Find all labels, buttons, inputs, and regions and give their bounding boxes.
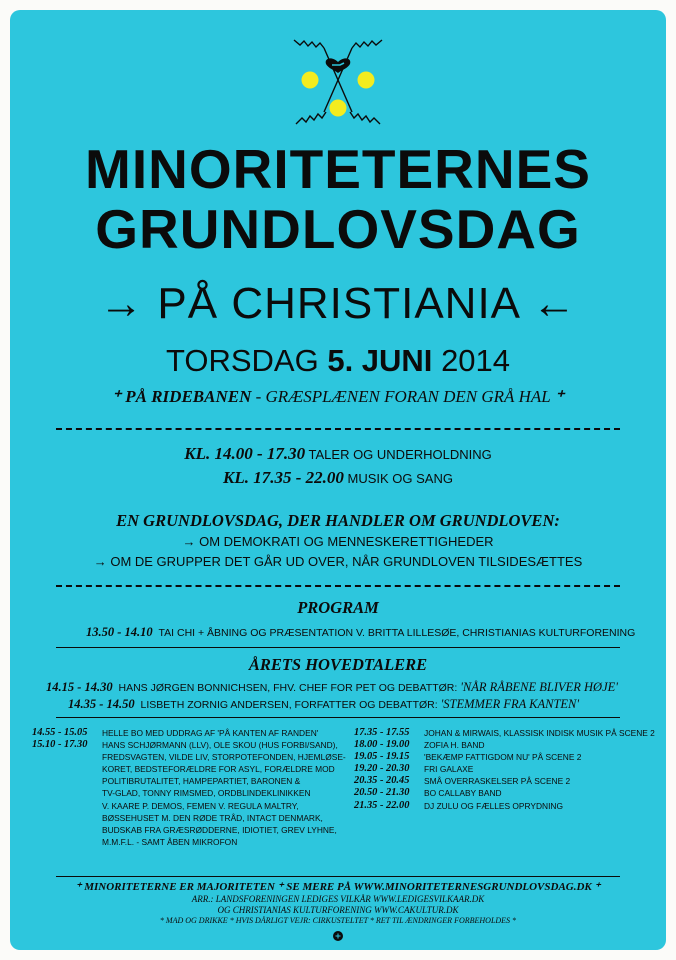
program-row bbox=[354, 727, 655, 739]
program-text: FRI GALAXE bbox=[424, 764, 474, 775]
left-program-column bbox=[32, 727, 346, 848]
program-row bbox=[354, 763, 655, 775]
program-time bbox=[32, 751, 102, 763]
schedule-time: KL. 17.35 - 22.00 bbox=[223, 468, 344, 487]
speaker-time: 14.35 - 14.50 bbox=[68, 697, 135, 711]
location-rest: - GRÆSPLÆNEN FORAN DEN GRÅ HAL bbox=[255, 387, 551, 406]
footer-organizer: OG CHRISTIANIAS KULTURFORENING WWW.CAKULTUR.DK bbox=[217, 905, 459, 915]
program-text: M.M.F.L. - SAMT ÅBEN MIKROFON bbox=[102, 836, 238, 847]
program-heading: PROGRAM bbox=[297, 598, 379, 617]
program-time bbox=[32, 763, 102, 775]
divider bbox=[56, 647, 620, 648]
program-text: JOHAN & MIRWAIS, KLASSISK INDISK MUSIK PÅ SCENE 2 bbox=[424, 728, 655, 738]
speakers-heading: ÅRETS HOVEDTALERE bbox=[248, 655, 428, 674]
speaker-row bbox=[46, 680, 618, 696]
program-row bbox=[32, 727, 346, 739]
date-year: 2014 bbox=[441, 343, 511, 378]
theme-point: → OM DE GRUPPER DET GÅR UD OVER, NÅR GRUNDLOVEN TILSIDESÆTTES bbox=[93, 554, 583, 569]
program-text: KORET, BEDSTEFORÆLDRE FOR ASYL, FORÆLDRE MOD bbox=[102, 764, 335, 775]
arrow-left-icon: ← bbox=[531, 279, 577, 328]
divider bbox=[56, 428, 620, 430]
speaker-talk: 'STEMMER FRA KANTEN' bbox=[440, 697, 580, 711]
footer-notes: * MAD OG DRIKKE * HVIS DÅRLIGT VEJR: CIRKUSTELTET * RET TIL ÆNDRINGER FORBEHOLDES * bbox=[159, 916, 517, 925]
program-text: 'BEKÆMP FATTIGDOM NU' PÅ SCENE 2 bbox=[424, 752, 582, 763]
subtitle bbox=[10, 280, 666, 328]
location-prefix: PÅ bbox=[125, 387, 147, 406]
program-row bbox=[354, 751, 655, 763]
right-program-column bbox=[354, 727, 655, 812]
speaker-talk: 'NÅR RÅBENE BLIVER HØJE' bbox=[460, 680, 618, 694]
schedule-row bbox=[10, 443, 666, 466]
program-row bbox=[354, 739, 655, 751]
program-time bbox=[32, 812, 102, 824]
program-row bbox=[32, 775, 346, 787]
program-row bbox=[32, 751, 346, 763]
small-emblem-icon bbox=[332, 930, 344, 942]
program-row bbox=[32, 800, 346, 812]
schedule-text: MUSIK OG SANG bbox=[347, 471, 453, 486]
program-text: HELLE BO MED UDDRAG AF 'PÅ KANTEN AF RANDEN' bbox=[102, 728, 319, 738]
title-line-1: MINORITETERNES bbox=[85, 138, 591, 200]
program-text: POLITIBRUTALITET, HAMPEPARTIET, BARONEN & bbox=[102, 776, 301, 787]
subtitle-text: PÅ CHRISTIANIA bbox=[157, 279, 519, 328]
title-line-2: GRUNDLOVSDAG bbox=[95, 198, 581, 260]
program-text: HANS SCHJØRMANN (LLV), OLE SKOU (HUS FORBI/SAND), bbox=[102, 740, 338, 751]
date-day: 5. JUNI bbox=[327, 343, 433, 378]
program-row bbox=[354, 775, 655, 787]
star-icon: ⁺ bbox=[555, 387, 564, 406]
speaker-time: 14.15 - 14.30 bbox=[46, 680, 113, 694]
program-text: ZOFIA H. BAND bbox=[424, 740, 485, 751]
program-text: V. KAARE P. DEMOS, FEMEN V. REGULA MALTRY, bbox=[102, 800, 299, 811]
heart-hand-emblem-icon bbox=[288, 32, 388, 132]
program-row bbox=[32, 812, 346, 824]
divider bbox=[56, 717, 620, 718]
theme-heading: EN GRUNDLOVSDAG, DER HANDLER OM GRUNDLOVEN: bbox=[116, 511, 560, 530]
program-time: 20.50 - 21.30 bbox=[354, 787, 410, 799]
star-icon: ⁺ bbox=[112, 387, 121, 406]
program-text: BUDSKAB FRA GRÆSRØDDERNE, IDIOTIET, GREV LYHNE, bbox=[102, 824, 337, 835]
footer-organizer: ARR.: LANDSFORENINGEN LEDIGES VILKÅR WWW.LEDIGESVILKAAR.DK bbox=[191, 894, 485, 904]
speaker-name: LISBETH ZORNIG ANDERSEN, FORFATTER OG DEBATTØR: bbox=[140, 699, 438, 711]
program-row bbox=[32, 836, 346, 848]
program-row bbox=[32, 763, 346, 775]
date-weekday: TORSDAG bbox=[165, 343, 319, 378]
program-row bbox=[354, 787, 655, 799]
program-text: TAI CHI + ÅBNING OG PRÆSENTATION V. BRITTA LILLESØE, CHRISTIANIAS KULTURFORENING bbox=[158, 627, 636, 639]
speaker-row bbox=[68, 697, 579, 713]
program-time: 18.00 - 19.00 bbox=[354, 739, 410, 751]
program-time: 17.35 - 17.55 bbox=[354, 727, 410, 738]
program-time: 21.35 - 22.00 bbox=[354, 799, 410, 811]
schedule-text: TALER OG UNDERHOLDNING bbox=[308, 447, 492, 462]
schedule-time: KL. 14.00 - 17.30 bbox=[184, 444, 306, 463]
program-time: 19.20 - 20.30 bbox=[354, 763, 410, 775]
program-time bbox=[32, 787, 102, 799]
poster bbox=[10, 10, 666, 950]
program-time bbox=[32, 800, 102, 812]
program-text: DJ ZULU OG FÆLLES OPRYDNING bbox=[424, 800, 563, 811]
location-place: RIDEBANEN bbox=[151, 387, 252, 406]
program-row bbox=[86, 625, 635, 641]
program-row bbox=[32, 824, 346, 836]
program-time: 13.50 - 14.10 bbox=[86, 625, 153, 639]
program-time: 20.35 - 20.45 bbox=[354, 775, 410, 787]
program-time: 14.55 - 15.05 bbox=[32, 727, 88, 738]
program-time bbox=[32, 824, 102, 836]
event-date bbox=[10, 344, 666, 378]
program-text: TV-GLAD, TONNY RIMSMED, ORDBLINDEKLINIKKEN bbox=[102, 788, 311, 799]
program-row bbox=[354, 800, 655, 812]
location bbox=[10, 387, 666, 407]
program-text: BØSSEHUSET M. DEN RØDE TRÅD, INTACT DENMARK, bbox=[102, 812, 323, 823]
schedule-row bbox=[10, 467, 666, 490]
divider bbox=[56, 585, 620, 587]
divider bbox=[56, 876, 620, 877]
program-text: SMÅ OVERRASKELSER PÅ SCENE 2 bbox=[424, 776, 571, 787]
speaker-name: HANS JØRGEN BONNICHSEN, FHV. CHEF FOR PET OG DEBATTØR: bbox=[118, 682, 458, 694]
footer-tagline: ⁺ MINORITETERNE ER MAJORITETEN ⁺ SE MERE PÅ WWW.MINORITETERNESGRUNDLOVSDAG.DK ⁺ bbox=[75, 881, 601, 893]
program-time bbox=[32, 775, 102, 787]
theme-point: → OM DEMOKRATI OG MENNESKERETTIGHEDER bbox=[182, 534, 494, 549]
arrow-right-icon: → bbox=[99, 279, 145, 328]
program-text: BO CALLABY BAND bbox=[424, 788, 502, 799]
program-time bbox=[32, 836, 102, 848]
program-row bbox=[32, 787, 346, 799]
program-time: 15.10 - 17.30 bbox=[32, 739, 88, 751]
program-row bbox=[32, 739, 346, 751]
program-time: 19.05 - 19.15 bbox=[354, 751, 410, 763]
program-text: FREDSVAGTEN, VILDE LIV, STORPOTEFONDEN, HJEMLØSE- bbox=[102, 752, 346, 763]
